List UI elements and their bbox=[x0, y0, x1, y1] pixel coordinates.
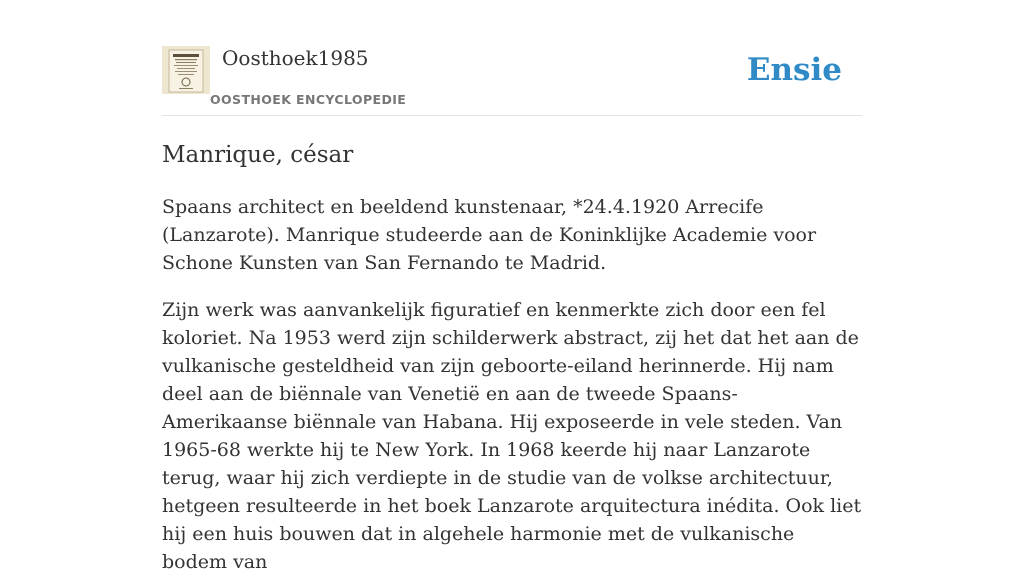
page-content bbox=[162, 0, 862, 576]
author-header bbox=[162, 0, 862, 116]
article-paragraph: Spaans architect en beeldend kunstenaar, *24.4.1920 Arrecife (Lanzarote). Manrique studeerde aan de Koninklijke Academie voor Schone Kunsten van San Fernando te Madrid. bbox=[162, 196, 817, 274]
author-username[interactable]: Oosthoek1985 bbox=[222, 46, 369, 70]
ensie-logo[interactable]: Ensie bbox=[746, 52, 842, 88]
encyclopedia-name[interactable]: OOSTHOEK ENCYCLOPEDIE bbox=[210, 92, 407, 107]
page-title: Manrique, césar bbox=[162, 142, 354, 168]
article-paragraph: Zijn werk was aanvankelijk figuratief en kenmerkte zich door een fel koloriet. Na 1953 werd zijn schilderwerk abstract, zij het dat het aan de vulkanische gesteldheid van zijn geboorte-eiland herinnerde. Hij nam deel aan de biënnale van Venetië en aan de tweede Spaans-Amerikaanse biënnale van Habana. Hij exposeerde in vele steden. Van 1965-68 werkte hij te New York. In 1968 keerde hij naar Lanzarote terug, waar hij zich verdiepte in de studie van de volkse architectuur, hetgeen resulteerde in het boek Lanzarote arquitectura inédita. Ook liet hij een huis bouwen dat in algehele harmonie met de vulkanische bodem van bbox=[162, 299, 862, 573]
avatar[interactable] bbox=[162, 46, 210, 94]
book-title-page-icon bbox=[162, 46, 210, 94]
